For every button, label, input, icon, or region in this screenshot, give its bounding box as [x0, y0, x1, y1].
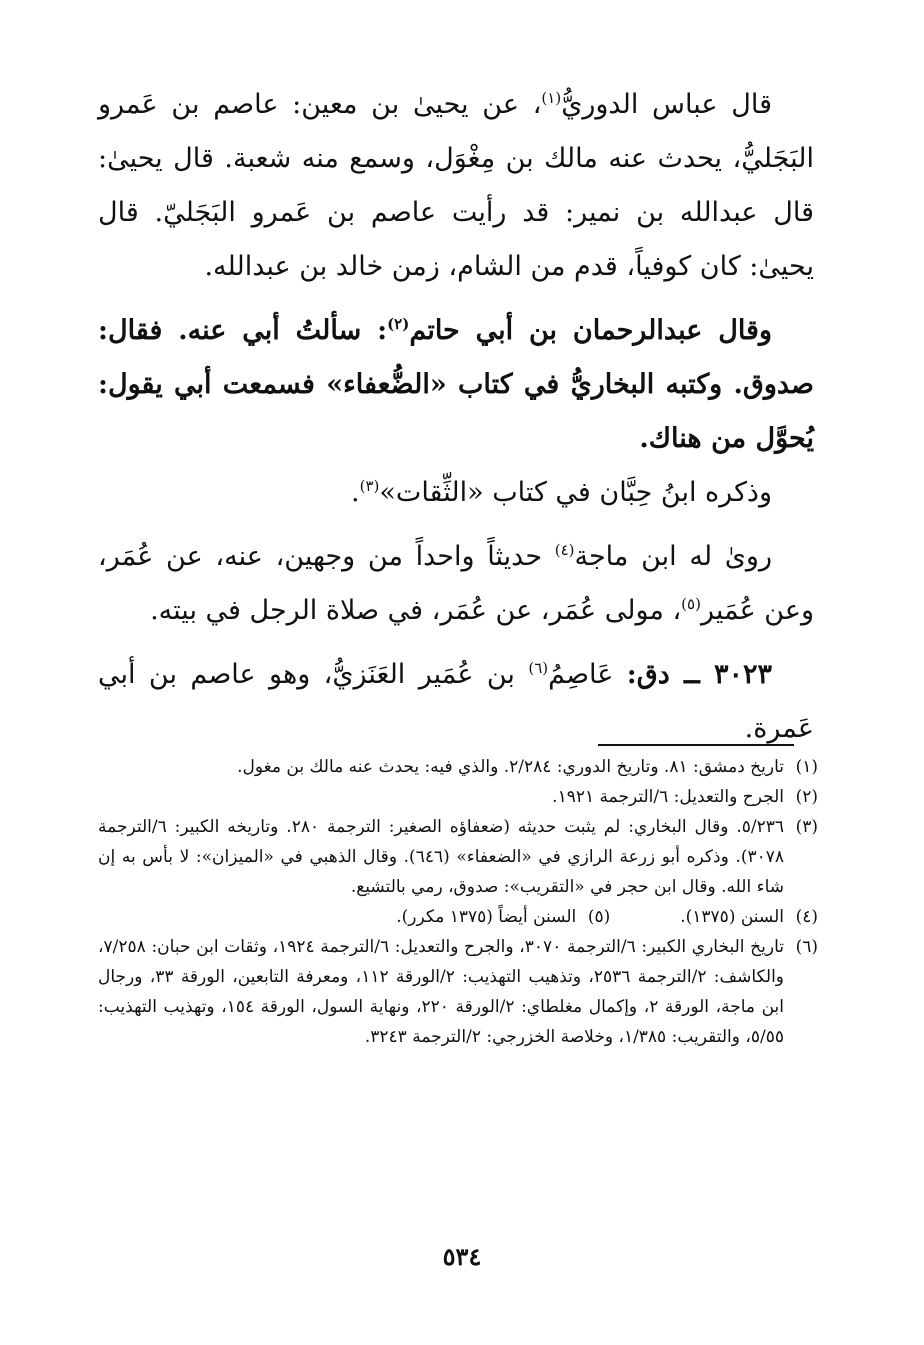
- paragraph-text: وذكره ابنُ حِبَّان في كتاب «الثِّقات»: [379, 477, 772, 508]
- footnote-mark: (٥): [587, 907, 611, 927]
- paragraph-abi-hatim: [98, 304, 814, 466]
- footnote-1: [98, 752, 818, 782]
- paragraph-text: وقال عبدالرحمان بن أبي حاتم: [409, 315, 772, 346]
- footnote-row-4-5: [98, 902, 818, 932]
- main-text: [98, 78, 814, 756]
- footnote-mark: (٢): [795, 787, 818, 807]
- footnote-mark: (١): [795, 757, 818, 777]
- footnote-4: [680, 902, 818, 932]
- footnote-mark: (٦): [795, 937, 818, 957]
- footnote-ref-5: (٥): [681, 595, 701, 613]
- paragraph-ibn-hibban: [98, 466, 814, 520]
- paragraph-text: حديثاً واحداً من وجهين، عنه، عن عُمَر، وعن عُمَير: [98, 541, 814, 626]
- footnote-ref-3: (٣): [359, 477, 380, 495]
- footnote-ref-2: (٢): [387, 315, 410, 333]
- entry-name-rest: بن عُمَير العَنَزيُّ، وهو عاصم بن أبي عَمرة.: [98, 659, 814, 744]
- footnote-ref-4: (٤): [554, 541, 575, 559]
- paragraph-text: .: [351, 477, 360, 508]
- footnote-6: [98, 932, 818, 1052]
- paragraph-text: قال عباس الدوريُّ: [561, 89, 772, 120]
- entry-number: ٣٠٢٣ ــ دق:: [626, 659, 772, 690]
- paragraph-text: روىٰ له ابن ماجة: [574, 541, 773, 572]
- paragraph-abbas-douri: [98, 78, 814, 294]
- footnotes: [98, 752, 818, 1052]
- footnote-mark: (٣): [795, 817, 818, 837]
- footnote-ref-1: (١): [541, 89, 562, 107]
- paragraph-ibn-majah: [98, 530, 814, 638]
- footnote-text: ٥/٢٣٦. وقال البخاري: لم يثبت حديثه (ضعفاؤه الصغير: الترجمة ٢٨٠. وتاريخه الكبير: ٦/الترجمة ٣٠٧٨). وذكره أبو زرعة الرازي في «الضعفاء» (٦٤٦). وقال الذهبي في «الميزان»: لا بأس به إن شاء الله. وقال ابن حجر في «التقريب»: صدوق، رمي بالتشيع.: [98, 817, 784, 897]
- paragraph-text: : سألتُ أبي عنه. فقال: صدوق. وكتبه البخاريُّ في كتاب «الضُّعفاء» فسمعت أبي يقول: يُحوَّل من هناك.: [98, 315, 814, 454]
- entry-heading-3023: [98, 648, 814, 756]
- footnote-text: السنن أيضاً (١٣٧٥ مكرر).: [396, 907, 577, 927]
- footnote-5: [396, 902, 610, 932]
- footnote-text: السنن (١٣٧٥).: [680, 907, 784, 927]
- footnote-separator: [598, 744, 794, 746]
- paragraph-text: ، عن يحيىٰ بن معين: عاصم بن عَمرو البَجَليُّ، يحدث عنه مالك بن مِغْوَل، وسمع منه شعبة. قال يحيىٰ: قال عبدالله بن نمير: قد رأيت عاصم بن عَمرو البَجَليّ. قال يحيىٰ: كان كوفياً، قدم من الشام، زمن خالد بن عبدالله.: [98, 89, 814, 282]
- footnote-ref-6: (٦): [528, 659, 549, 677]
- footnote-3: [98, 812, 818, 902]
- paragraph-text: ، مولى عُمَر، عن عُمَر، في صلاة الرجل في بيته.: [150, 595, 682, 626]
- footnote-mark: (٤): [795, 907, 818, 927]
- footnote-2: [98, 782, 818, 812]
- entry-name: عَاصِمُ: [548, 659, 627, 690]
- footnote-text: تاريخ دمشق: ٨١. وتاريخ الدوري: ٢/٢٨٤. والذي فيه: يحدث عنه مالك بن مغول.: [237, 757, 784, 777]
- page-number: ٥٣٤: [442, 1242, 482, 1271]
- footnote-text: الجرح والتعديل: ٦/الترجمة ١٩٢١.: [552, 787, 784, 807]
- footnote-text: تاريخ البخاري الكبير: ٦/الترجمة ٣٠٧٠، والجرح والتعديل: ٦/الترجمة ١٩٢٤، وثقات ابن حبان: ٧/٢٥٨، والكاشف: ٢/الترجمة ٢٥٣٦، وتذهيب التهذيب: ٢/الورقة ١١٢، ومعرفة التابعين، الورقة ٣٣، ورجال ابن ماجة، الورقة ٢، وإكمال مغلطاي: ٢/الورقة ٢٢٠، ونهاية السول، الورقة ١٥٤، وتهذيب التهذيب: ٥/٥٥، والتقريب: ١/٣٨٥، وخلاصة الخزرجي: ٢/الترجمة ٣٢٤٣.: [98, 937, 785, 1047]
